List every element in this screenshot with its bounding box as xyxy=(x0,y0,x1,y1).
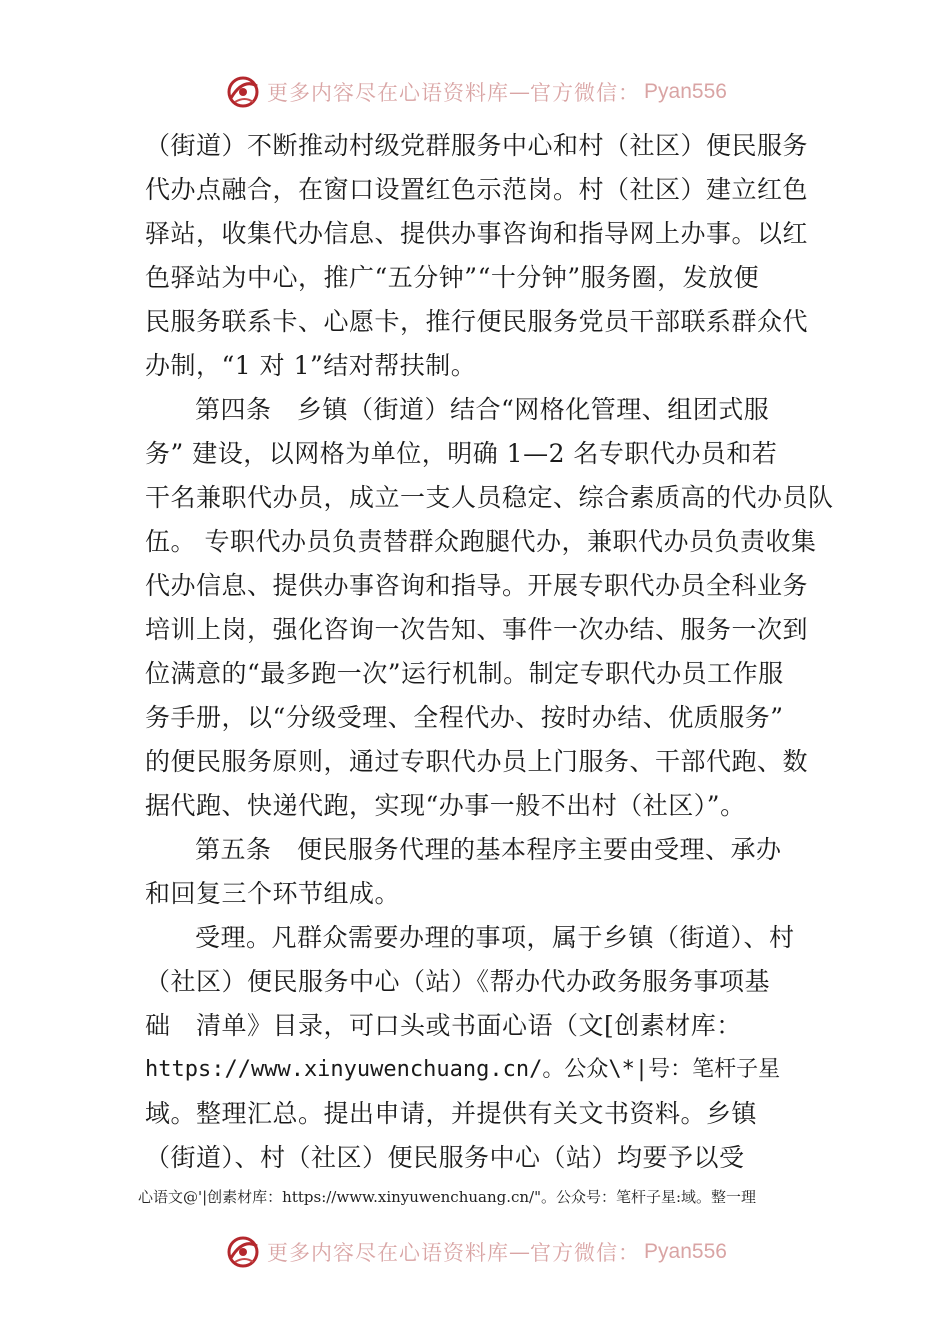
body-line: 代办点融合，在窗口设置红色示范岗。村（社区）建立红色 xyxy=(145,175,809,204)
brand-logo-icon xyxy=(223,72,263,112)
header-banner xyxy=(0,68,950,116)
body-line: 驿站，收集代办信息、提供办事咨询和指导网上办事。以红 xyxy=(145,219,809,248)
body-line: 办制，“1 对 1”结对帮扶制。 xyxy=(145,351,477,380)
body-line: 务手册，以“分级受理、全程代办、按时办结、优质服务” xyxy=(145,703,784,732)
body-line: 培训上岗，强化咨询一次告知、事件一次办结、服务一次到 xyxy=(145,615,809,644)
body-line: 础 清单》目录，可口头或书面心语（文[创素材库： xyxy=(145,1011,742,1040)
banner-wechat-label: 官方微信： xyxy=(530,1241,641,1265)
body-line: 位满意的“最多跑一次”运行机制。制定专职代办员工作服 xyxy=(145,659,784,688)
url-line: https://www.xinyuwenchuang.cn/。公众\*|号：笔杆子星 xyxy=(145,1057,781,1082)
body-line: 和回复三个环节组成。 xyxy=(145,879,401,908)
document-body xyxy=(145,124,834,1180)
footer-banner xyxy=(0,1228,950,1276)
body-line: 色驿站为中心，推广“五分钟”“十分钟”服务圈，发放便 xyxy=(145,263,760,292)
article-four-heading: 第四条 乡镇（街道）结合“网格化管理、组团式服 xyxy=(195,395,770,424)
body-line: （社区）便民服务中心（站）《帮办代办政务服务事项基 xyxy=(145,967,771,996)
body-line: （街道）、村（社区）便民服务中心（站）均要予以受 xyxy=(145,1143,745,1172)
banner-separator: — xyxy=(509,1240,531,1264)
banner-wechat-label: 官方微信： xyxy=(530,81,641,105)
body-line: 代办信息、提供办事咨询和指导。开展专职代办员全科业务 xyxy=(145,571,809,600)
body-line: （街道）不断推动村级党群服务中心和村（社区）便民服务 xyxy=(145,131,809,160)
banner-brand-text: 更多内容尽在心语资料库 xyxy=(267,1241,510,1265)
banner-wechat-id: Pyan556 xyxy=(644,1240,727,1263)
acceptance-paragraph-start: 受理。凡群众需要办理的事项，属于乡镇（街道）、村 xyxy=(195,923,795,952)
body-line: 干名兼职代办员，成立一支人员稳定、综合素质高的代办员队 xyxy=(145,483,834,512)
article-five-heading: 第五条 便民服务代理的基本程序主要由受理、承办 xyxy=(195,835,782,864)
banner-separator: — xyxy=(509,80,531,104)
banner-wechat-id: Pyan556 xyxy=(644,80,727,103)
body-line: 据代跑、快递代跑，实现“办事一般不出村（社区）”。 xyxy=(145,791,746,820)
body-line: 务” 建设，以网格为单位，明确 1—2 名专职代办员和若 xyxy=(145,439,778,468)
banner-brand-text: 更多内容尽在心语资料库 xyxy=(267,81,510,105)
body-line: 域。整理汇总。提出申请，并提供有关文书资料。乡镇 xyxy=(145,1099,758,1128)
footer-note: 心语文@'|创素材库：https://www.xinyuwenchuang.cn/"。公众号：笔杆子星:域。整一理 xyxy=(138,1188,757,1206)
body-line: 民服务联系卡、心愿卡，推行便民服务党员干部联系群众代 xyxy=(145,307,809,336)
brand-logo-icon xyxy=(223,1232,263,1272)
body-line: 的便民服务原则，通过专职代办员上门服务、干部代跑、数 xyxy=(145,747,809,776)
body-line: 伍。 专职代办员负责替群众跑腿代办，兼职代办员负责收集 xyxy=(145,527,817,556)
